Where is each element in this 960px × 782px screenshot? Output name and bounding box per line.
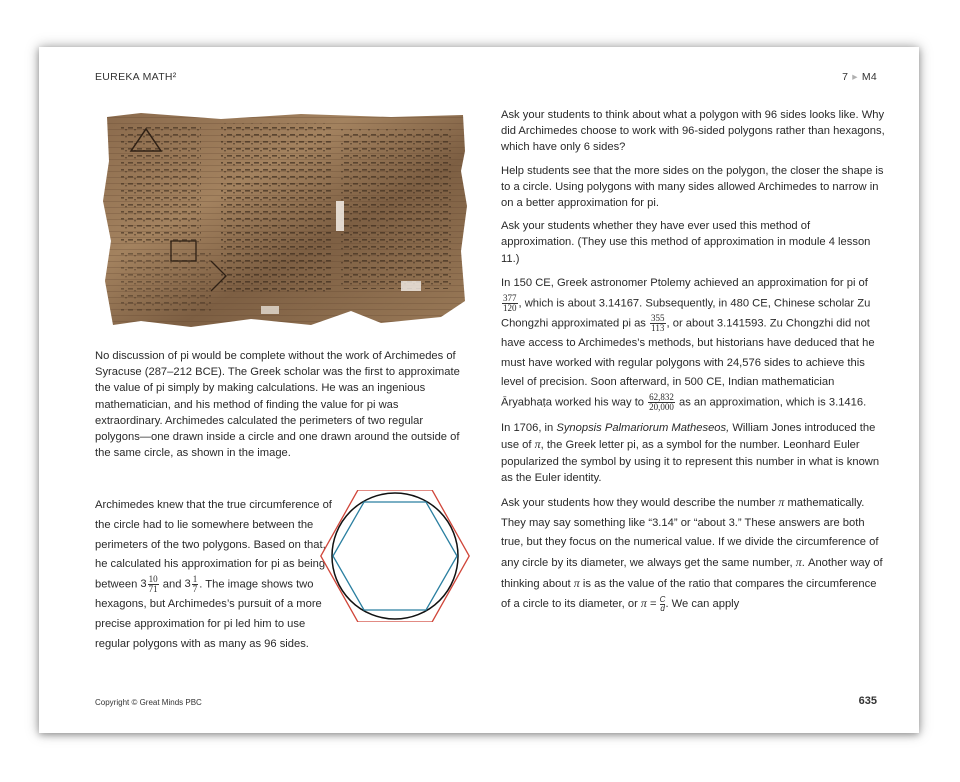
- circle: [332, 493, 458, 619]
- william-jones-paragraph: In 1706, in Synopsis Palmariorum Matheseos, William Jones introduced the use of π, the Greek letter pi, as a symbol for the number. Leonhard Euler popularized the symbol by using it to represent this number in what is known as the Euler identity.: [501, 422, 880, 484]
- right-column: [501, 107, 885, 622]
- mixed-number-two: 3 $\frac{1}{7}$: [184, 574, 198, 594]
- history-paragraph: In 150 CE, Greek astronomer Ptolemy achieved an approximation for pi of $\frac{377}{120}$ , which is about 3.14167. Subsequently, in 480 CE, Chinese scholar Zu Chongzhi approximated pi as $\frac{355}{113}$ , or about 3.141593. Zu Chongzhi did not have access to Archimedes’s methods, but historians have deduced that he must have worked with regular polygons with 24,576 sides to achieve this level of precision. Soon afterward, in 500 CE, Indian mathematician Āryabhaṭa worked his way to $\frac{62,832}{20,000}$ as an approximation, which is 3.1416.: [501, 276, 875, 412]
- hexagons-figure: [320, 490, 470, 622]
- outer-hexagon: [321, 490, 469, 622]
- describe-pi-paragraph: Ask your students how they would describe the number π mathematically. They may say something like “3.14” or “about 3.” These answers are both true, but they focus on the numerical value. If we divide the circumference of any circle by its diameter, we always get the same number, π. Another way of thinking about π is as the value of the ratio that compares the circumference of a circle to its diameter, or π = $\frac{C}{d}$ . We can apply: [501, 494, 883, 613]
- header-grade: 7: [842, 71, 849, 83]
- document-page: [39, 47, 919, 733]
- polygon-96-paragraph: Ask your students to think about what a polygon with 96 sides looks like. Why did Archimedes choose to work with 96-sided polygons rather than hexagons, which have only 6 sides?: [501, 109, 885, 154]
- archimedes-approximation-block: [95, 485, 341, 665]
- approximation-method-paragraph: Ask your students whether they have ever used this method of approximation. (They use this method of approximation in module 4 lesson 11.): [501, 220, 871, 265]
- left-column: [95, 348, 465, 461]
- pi-symbol: π: [795, 555, 802, 570]
- fraction-377-120: $\frac{377}{120}$: [503, 292, 517, 313]
- fraction-c-over-d: $\frac{C}{d}$: [659, 594, 666, 613]
- approximation-text-end: . The image shows two hexagons, but Archimedes’s pursuit of a more precise approximation for pi led him to use regular polygons with as many as 96 sides.: [95, 578, 322, 650]
- pi-symbol: π: [534, 437, 541, 452]
- copyright-footer: Copyright © Great Minds PBC: [95, 698, 202, 707]
- pi-symbol: π: [573, 575, 580, 590]
- header-grade-module: [842, 71, 877, 83]
- pi-symbol: π: [640, 596, 647, 611]
- archimedes-intro-paragraph: No discussion of pi would be complete without the work of Archimedes of Syracuse (287–212 BCE). The Greek scholar was the first to approximate the value of pi simply by making calculations. He was an ingenious mathematician, and his method of finding the value for pi was extraordinary. Archimedes calculated the perimeters of two regular polygons—one drawn inside a circle and one drawn around the outside of the same circle, as shown in the image.: [95, 350, 460, 460]
- fraction-1-7: $\frac{1}{7}$: [192, 574, 198, 594]
- mixed-number-one: 3 $\frac{10}{71}$: [140, 574, 158, 594]
- fraction-10-71: $\frac{10}{71}$: [148, 574, 158, 594]
- book-title: Synopsis Palmariorum Matheseos,: [556, 422, 730, 435]
- header-module: M4: [861, 71, 877, 83]
- header-brand: EUREKA MATH²: [95, 71, 177, 83]
- archimedes-approximation-paragraph: Archimedes knew that the true circumference of the circle had to lie somewhere between the perimeters of the two polygons. Based on that, he calculated his approximation for pi as being between 3 $\frac{10}{71}$ and 3 $\frac{1}{7}$ . The image shows two hexagons, but Archimedes’s pursuit of a more precise approximation for pi led him to use regular polygons with as many as 96 sides.: [95, 499, 332, 650]
- more-sides-paragraph: Help students see that the more sides on the polygon, the closer the shape is to a circle. Using polygons with many sides allowed Archimedes to narrow in on a better approximation for pi.: [501, 164, 884, 210]
- page-number: 635: [858, 695, 877, 707]
- fraction-62832-20000: $\frac{62,832}{20,000}$: [649, 391, 674, 412]
- pi-symbol: π: [778, 494, 785, 509]
- papyrus-image: [101, 111, 467, 329]
- inner-hexagon: [333, 502, 457, 610]
- fraction-355-113: $\frac{355}{113}$: [651, 312, 665, 333]
- approximation-text-start: Archimedes knew that the true circumference of the circle had to lie somewhere between the perimeters of the two polygons. Based on that, he calculated his approximation for pi as being between: [95, 499, 332, 591]
- header-separator: ▸: [852, 71, 858, 83]
